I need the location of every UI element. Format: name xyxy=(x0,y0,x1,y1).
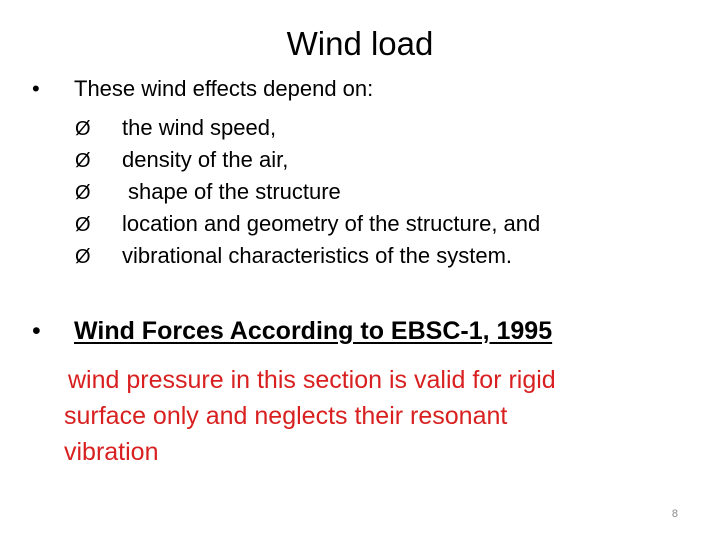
bullet-icon: • xyxy=(32,317,41,345)
arrow-bullet-icon: Ø xyxy=(75,182,91,204)
arrow-bullet-icon: Ø xyxy=(75,246,91,268)
sub-bullet-item xyxy=(75,240,540,272)
sub-bullet-item xyxy=(75,208,540,240)
sub-bullet-text: location and geometry of the structure, and xyxy=(122,211,541,236)
section-body-text xyxy=(64,362,674,470)
sub-bullet-text: the wind speed, xyxy=(122,115,277,140)
sub-bullet-list xyxy=(75,112,540,272)
slide-title: Wind load xyxy=(286,25,434,62)
bullet-text: These wind effects depend on: xyxy=(74,76,374,101)
arrow-bullet-icon: Ø xyxy=(75,150,91,172)
body-line: vibration xyxy=(64,438,159,466)
body-line: surface only and neglects their resonant xyxy=(64,402,508,430)
sub-bullet-text: density of the air, xyxy=(122,147,289,172)
bullet-item-wind-effects xyxy=(32,74,373,104)
sub-bullet-item xyxy=(75,144,540,176)
sub-bullet-text: vibrational characteristics of the system. xyxy=(122,243,513,268)
arrow-bullet-icon: Ø xyxy=(75,214,91,236)
body-line: wind pressure in this section is valid for rigid xyxy=(68,366,556,394)
page-number: 8 xyxy=(671,508,678,520)
section-heading: Wind Forces According to EBSC-1, 1995 xyxy=(74,317,553,345)
bullet-icon: • xyxy=(32,76,40,101)
sub-bullet-text: shape of the structure xyxy=(128,179,341,204)
arrow-bullet-icon: Ø xyxy=(75,118,91,140)
sub-bullet-item xyxy=(75,176,540,208)
bullet-item-wind-forces xyxy=(32,314,552,348)
sub-bullet-item xyxy=(75,112,540,144)
